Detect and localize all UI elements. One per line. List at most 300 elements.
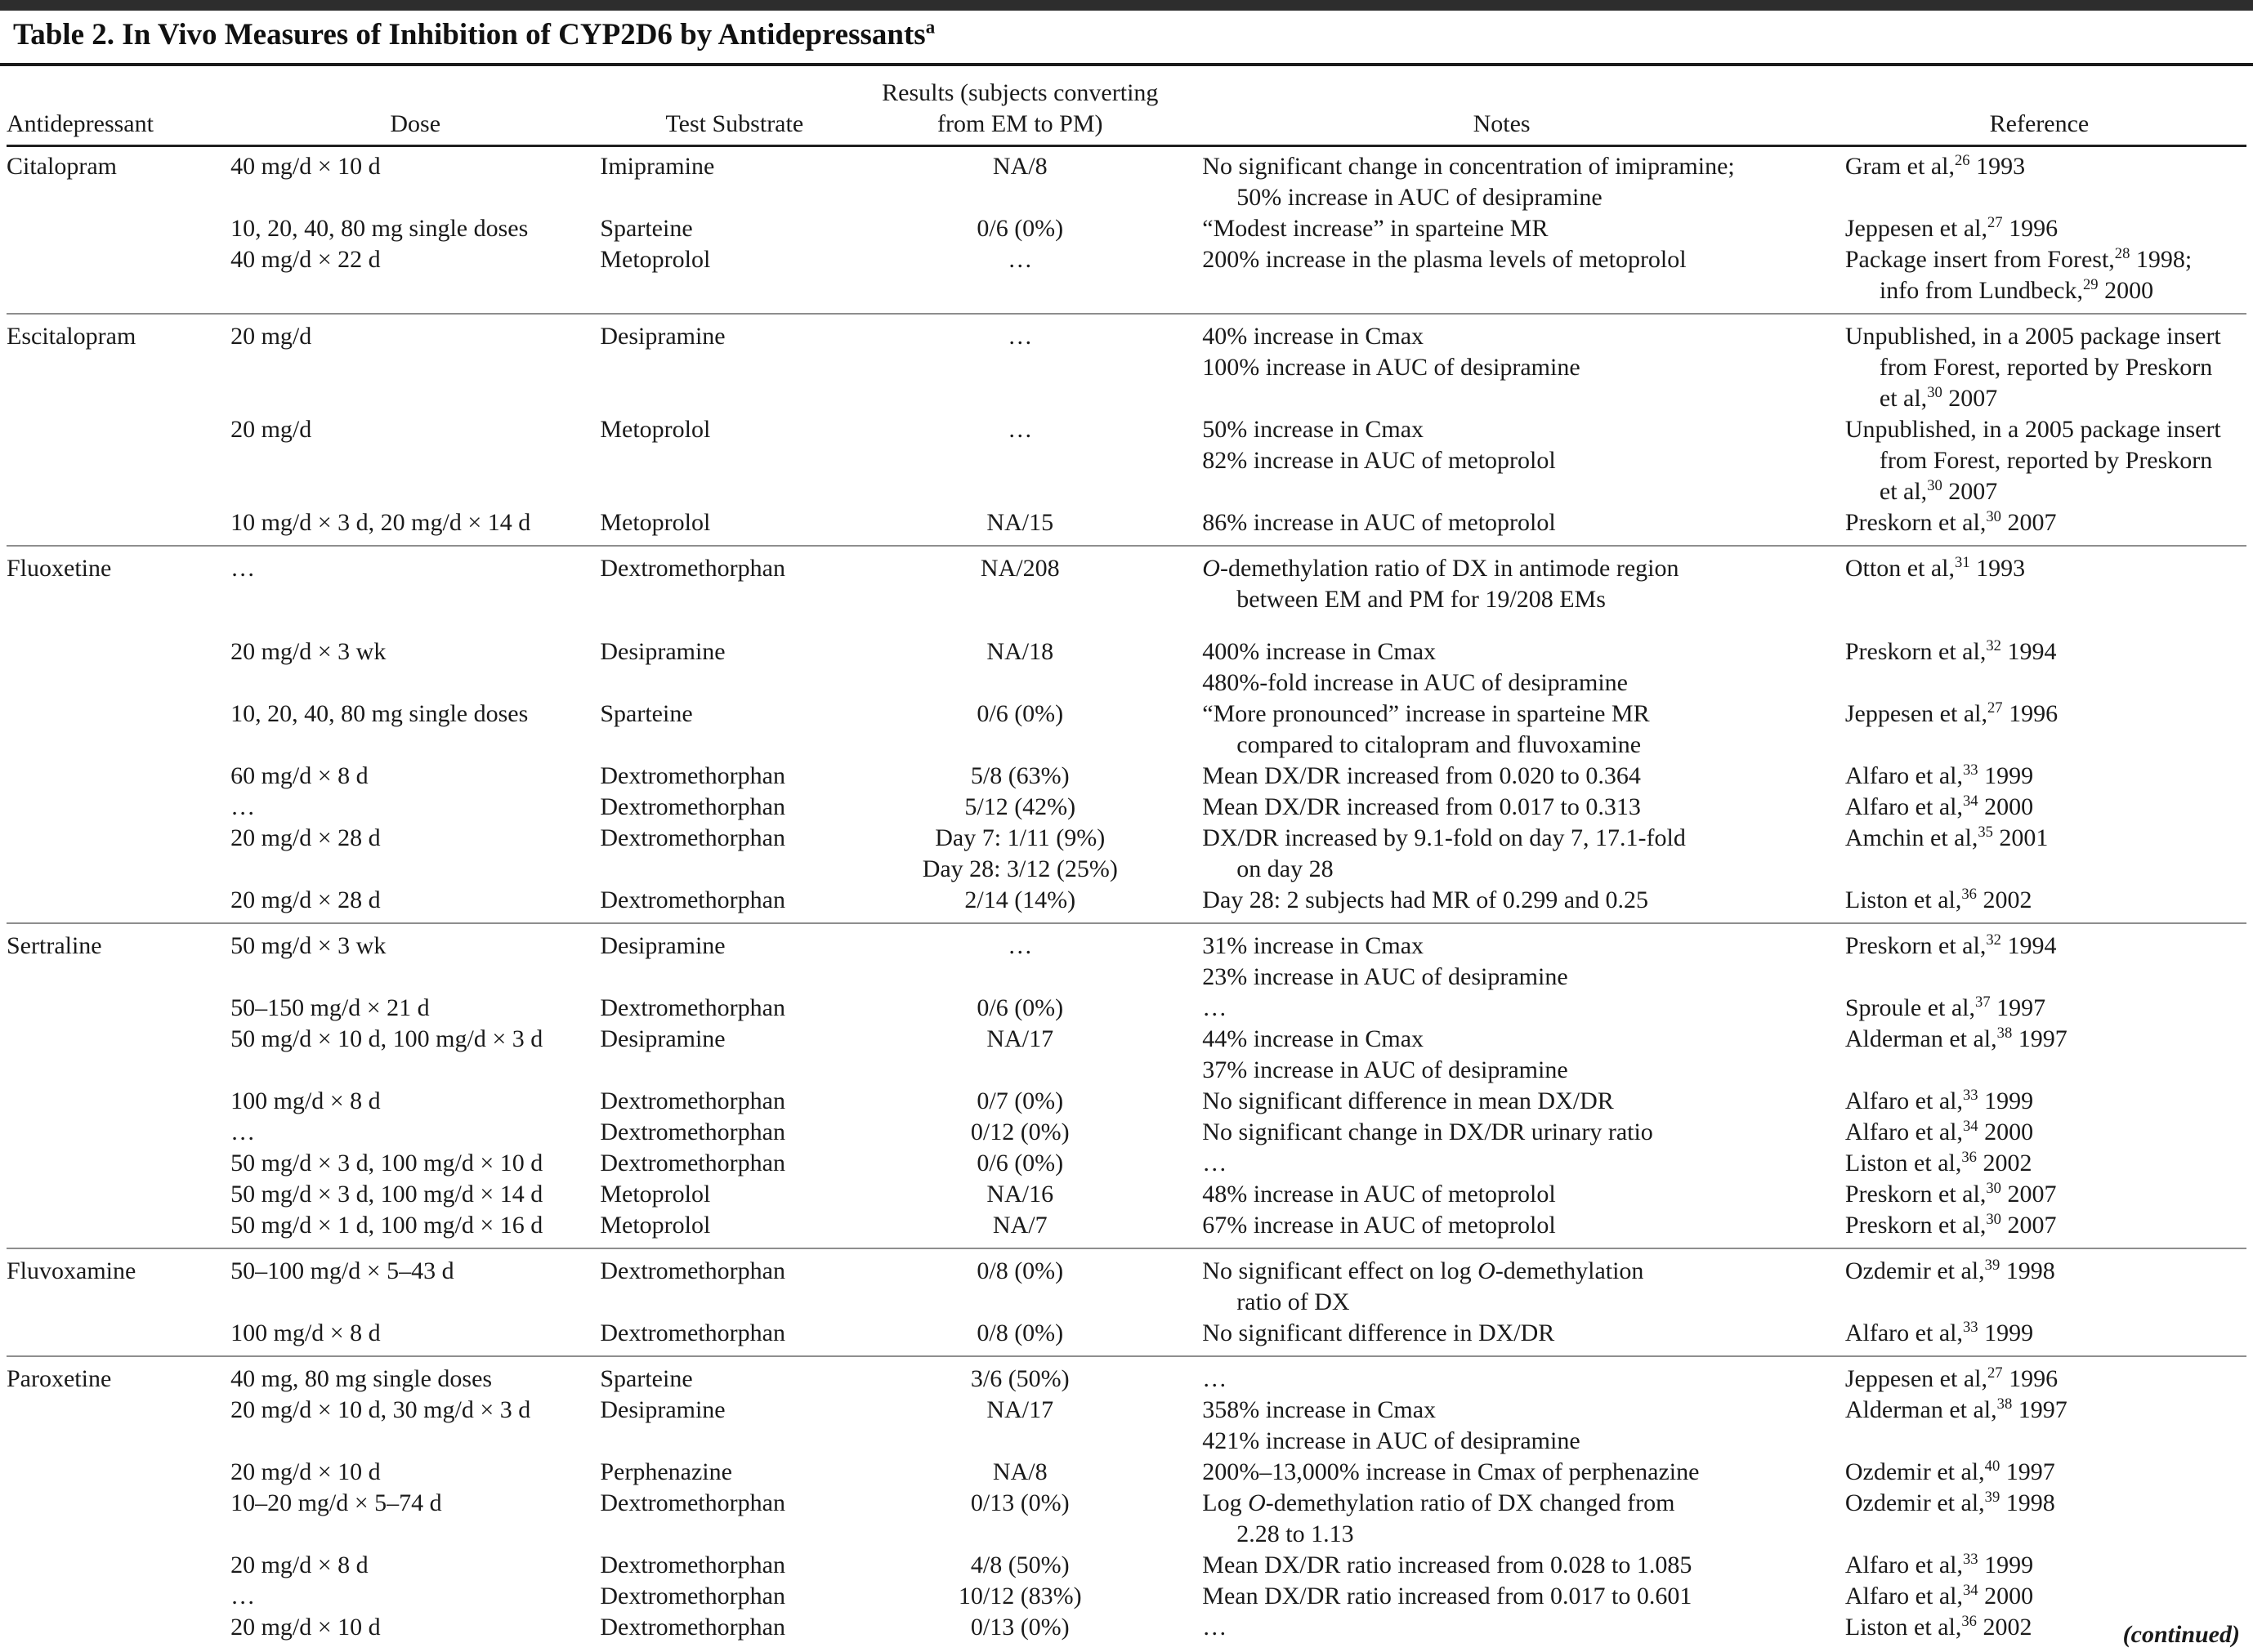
dose-cell	[230, 1395, 600, 1457]
reference-cell	[1832, 1086, 2246, 1117]
note-line: ratio of DX	[1236, 1288, 1350, 1315]
reference-cell	[1832, 1318, 2246, 1356]
reference-cell	[1832, 145, 2246, 213]
dose-value: 20 mg/d × 10 d	[230, 1613, 381, 1641]
substrate-cell	[600, 1550, 869, 1581]
note-line: Mean DX/DR ratio increased from 0.017 to 0.601	[1202, 1582, 1692, 1610]
reference-line: Preskorn et al,$^{30}$ 2007	[1844, 507, 2057, 536]
dose-cell	[230, 1612, 600, 1650]
substrate-value: Dextromethorphan	[600, 1087, 785, 1114]
substrate-cell	[600, 414, 869, 507]
substrate-value: Dextromethorphan	[600, 824, 785, 851]
notes-cell	[1171, 1148, 1832, 1179]
reference-cell	[1832, 923, 2246, 993]
reference-cell	[1832, 414, 2246, 507]
note-line: “More pronounced” increase in sparteine MR	[1202, 699, 1650, 727]
notes-cell	[1171, 145, 1832, 213]
results-cell	[869, 1210, 1171, 1248]
substrate-cell	[600, 1148, 869, 1179]
table-row	[7, 761, 2246, 792]
drug-cell	[7, 1550, 230, 1581]
drug-cell	[7, 885, 230, 923]
result-line: 4/8 (50%)	[970, 1551, 1070, 1578]
result-line: 5/8 (63%)	[970, 761, 1070, 789]
notes-cell	[1171, 1248, 1832, 1318]
table-row	[7, 244, 2246, 314]
note-line: 37% increase in AUC of desipramine	[1202, 1056, 1568, 1083]
table-title: Table 2. In Vivo Measures of Inhibition of CYP2D6 by Antidepressants$^a$	[13, 16, 936, 51]
substrate-cell	[600, 1612, 869, 1650]
result-line: 0/6 (0%)	[977, 214, 1064, 242]
table-row	[7, 1148, 2246, 1179]
reference-line: Alfaro et al,$^{34}$ 2000	[1844, 1581, 2034, 1610]
note-line: 400% increase in Cmax	[1202, 637, 1437, 665]
dose-value: 50 mg/d × 1 d, 100 mg/d × 16 d	[230, 1211, 543, 1239]
dose-value: 100 mg/d × 8 d	[230, 1319, 381, 1346]
note-line: 421% increase in AUC of desipramine	[1202, 1427, 1580, 1454]
notes-cell	[1171, 885, 1832, 923]
substrate-cell	[600, 1024, 869, 1086]
note-line: Day 28: 2 subjects had MR of 0.299 and 0.25	[1202, 886, 1649, 913]
note-line: …	[1202, 993, 1227, 1021]
substrate-cell	[600, 213, 869, 244]
substrate-value: Dextromethorphan	[600, 1489, 785, 1516]
substrate-cell	[600, 699, 869, 761]
table-row	[7, 1488, 2246, 1550]
note-line: between EM and PM for 19/208 EMs	[1236, 585, 1606, 613]
results-cell	[869, 823, 1171, 885]
results-cell	[869, 546, 1171, 615]
note-line: …	[1202, 1364, 1227, 1392]
dose-cell	[230, 1117, 600, 1148]
result-line: …	[1008, 245, 1033, 273]
dose-value: 10 mg/d × 3 d, 20 mg/d × 14 d	[230, 508, 531, 536]
result-line: NA/208	[980, 554, 1060, 582]
drug-cell	[7, 1356, 230, 1395]
table-row	[7, 792, 2246, 823]
result-line: 0/8 (0%)	[977, 1319, 1064, 1346]
note-line: Mean DX/DR ratio increased from 0.028 to 1.085	[1202, 1551, 1692, 1578]
substrate-cell	[600, 792, 869, 823]
substrate-value: Perphenazine	[600, 1458, 732, 1485]
note-line: 40% increase in Cmax	[1202, 322, 1424, 350]
reference-cell	[1832, 615, 2246, 699]
substrate-cell	[600, 823, 869, 885]
result-line: NA/8	[992, 152, 1048, 180]
substrate-cell	[600, 923, 869, 993]
drug-cell	[7, 1179, 230, 1210]
substrate-cell	[600, 993, 869, 1024]
reference-line: Alderman et al,$^{38}$ 1997	[1844, 1024, 2067, 1052]
drug-cell	[7, 145, 230, 213]
reference-line: Jeppesen et al,$^{27}$ 1996	[1844, 699, 2059, 727]
notes-cell	[1171, 792, 1832, 823]
note-line: 200% increase in the plasma levels of metoprolol	[1202, 245, 1687, 273]
drug-name: Fluvoxamine	[7, 1257, 136, 1284]
reference-line: from Forest, reported by Preskorn	[1879, 353, 2213, 381]
table-row	[7, 993, 2246, 1024]
note-line: Log O-demethylation ratio of DX changed from	[1202, 1489, 1675, 1516]
substrate-cell	[600, 1179, 869, 1210]
results-cell	[869, 314, 1171, 414]
result-line: 0/7 (0%)	[977, 1087, 1064, 1114]
dose-value: …	[230, 1582, 256, 1610]
result-line: 3/6 (50%)	[970, 1364, 1070, 1392]
drug-cell	[7, 1210, 230, 1248]
reference-line: Ozdemir et al,$^{39}$ 1998	[1844, 1256, 2055, 1284]
notes-cell	[1171, 1179, 1832, 1210]
dose-value: 50–100 mg/d × 5–43 d	[230, 1257, 454, 1284]
dose-value: 40 mg/d × 22 d	[230, 245, 381, 273]
reference-line: Amchin et al,$^{35}$ 2001	[1844, 823, 2049, 851]
results-cell	[869, 1356, 1171, 1395]
header-notes: Notes	[1171, 66, 1832, 146]
results-cell	[869, 414, 1171, 507]
drug-cell	[7, 1117, 230, 1148]
note-line: 100% increase in AUC of desipramine	[1202, 353, 1580, 381]
drug-name: Paroxetine	[7, 1364, 112, 1392]
reference-line: Unpublished, in a 2005 package insert	[1844, 415, 2221, 443]
result-line: 0/12 (0%)	[970, 1118, 1070, 1145]
dose-value: 20 mg/d × 10 d	[230, 1458, 381, 1485]
substrate-cell	[600, 885, 869, 923]
result-line: Day 28: 3/12 (25%)	[922, 855, 1118, 882]
substrate-value: Dextromethorphan	[600, 554, 785, 582]
dose-value: …	[230, 793, 256, 820]
header-results-line2: from EM to PM)	[937, 109, 1103, 137]
dose-cell	[230, 761, 600, 792]
dose-value: 50 mg/d × 3 wk	[230, 931, 387, 959]
notes-cell	[1171, 1612, 1832, 1650]
note-line: 48% increase in AUC of metoprolol	[1202, 1180, 1556, 1208]
table-row	[7, 507, 2246, 546]
substrate-value: Metoprolol	[600, 1180, 711, 1208]
dose-cell	[230, 507, 600, 546]
reference-cell	[1832, 507, 2246, 546]
reference-line: Alfaro et al,$^{33}$ 1999	[1844, 1086, 2034, 1114]
drug-cell	[7, 1612, 230, 1650]
substrate-value: Dextromethorphan	[600, 1319, 785, 1346]
reference-cell	[1832, 1488, 2246, 1550]
table-body	[7, 145, 2246, 1650]
substrate-cell	[600, 1248, 869, 1318]
note-line: No significant change in concentration of imipramine;	[1202, 152, 1735, 180]
results-cell	[869, 1395, 1171, 1457]
result-line: 0/13 (0%)	[970, 1489, 1070, 1516]
reference-line: Alfaro et al,$^{34}$ 2000	[1844, 1117, 2034, 1145]
result-line: 0/8 (0%)	[977, 1257, 1064, 1284]
notes-cell	[1171, 993, 1832, 1024]
result-line: 10/12 (83%)	[958, 1582, 1082, 1610]
drug-cell	[7, 213, 230, 244]
dose-cell	[230, 1024, 600, 1086]
substrate-value: Metoprolol	[600, 245, 711, 273]
substrate-value: Sparteine	[600, 1364, 693, 1392]
reference-line: Preskorn et al,$^{30}$ 2007	[1844, 1179, 2057, 1208]
substrate-value: Sparteine	[600, 214, 693, 242]
reference-line: from Forest, reported by Preskorn	[1879, 446, 2213, 474]
notes-cell	[1171, 823, 1832, 885]
substrate-value: Desipramine	[600, 322, 726, 350]
dose-value: 10, 20, 40, 80 mg single doses	[230, 699, 529, 727]
reference-cell	[1832, 244, 2246, 314]
note-line: 480%-fold increase in AUC of desipramine	[1202, 668, 1628, 696]
reference-cell	[1832, 1024, 2246, 1086]
header-row	[7, 66, 2246, 146]
substrate-cell	[600, 244, 869, 314]
results-cell	[869, 145, 1171, 213]
reference-line: Ozdemir et al,$^{39}$ 1998	[1844, 1488, 2055, 1516]
reference-line: Unpublished, in a 2005 package insert	[1844, 322, 2221, 350]
header-dose: Dose	[230, 66, 600, 146]
result-line: NA/15	[986, 508, 1054, 536]
substrate-cell	[600, 1457, 869, 1488]
substrate-value: Dextromethorphan	[600, 1613, 785, 1641]
table-row	[7, 1248, 2246, 1318]
table-row	[7, 923, 2246, 993]
reference-cell	[1832, 213, 2246, 244]
title-block	[0, 11, 2253, 66]
note-line: 67% increase in AUC of metoprolol	[1202, 1211, 1556, 1239]
result-line: Day 7: 1/11 (9%)	[935, 824, 1106, 851]
results-cell	[869, 885, 1171, 923]
dose-value: 40 mg/d × 10 d	[230, 152, 381, 180]
dose-value: …	[230, 1118, 256, 1145]
drug-cell	[7, 244, 230, 314]
dose-value: 100 mg/d × 8 d	[230, 1087, 381, 1114]
results-cell	[869, 1148, 1171, 1179]
substrate-value: Desipramine	[600, 637, 726, 665]
reference-line: Alderman et al,$^{38}$ 1997	[1844, 1395, 2067, 1423]
reference-line: Alfaro et al,$^{33}$ 1999	[1844, 1550, 2034, 1578]
dose-cell	[230, 1318, 600, 1356]
table-row	[7, 314, 2246, 414]
reference-cell	[1832, 314, 2246, 414]
table-row	[7, 1581, 2246, 1612]
notes-cell	[1171, 1086, 1832, 1117]
results-cell	[869, 213, 1171, 244]
notes-cell	[1171, 1581, 1832, 1612]
notes-cell	[1171, 1117, 1832, 1148]
notes-cell	[1171, 213, 1832, 244]
substrate-value: Dextromethorphan	[600, 761, 785, 789]
reference-cell	[1832, 993, 2246, 1024]
drug-cell	[7, 1086, 230, 1117]
drug-cell	[7, 1318, 230, 1356]
reference-line: Preskorn et al,$^{32}$ 1994	[1844, 636, 2057, 665]
table-row	[7, 1210, 2246, 1248]
dose-value: 20 mg/d × 8 d	[230, 1551, 369, 1578]
table-row	[7, 414, 2246, 507]
dose-value: 40 mg, 80 mg single doses	[230, 1364, 493, 1392]
dose-value: 20 mg/d × 28 d	[230, 886, 381, 913]
drug-cell	[7, 1581, 230, 1612]
drug-cell	[7, 546, 230, 615]
dose-cell	[230, 314, 600, 414]
substrate-cell	[600, 314, 869, 414]
note-line: DX/DR increased by 9.1-fold on day 7, 17.1-fold	[1202, 824, 1686, 851]
drug-cell	[7, 1488, 230, 1550]
results-cell	[869, 1457, 1171, 1488]
reference-cell	[1832, 792, 2246, 823]
drug-cell	[7, 1457, 230, 1488]
reference-line: Ozdemir et al,$^{40}$ 1997	[1844, 1457, 2055, 1485]
dose-cell	[230, 1457, 600, 1488]
table-row	[7, 1179, 2246, 1210]
note-line: No significant difference in DX/DR	[1202, 1319, 1555, 1346]
result-line: 0/6 (0%)	[977, 993, 1064, 1021]
reference-line: Preskorn et al,$^{32}$ 1994	[1844, 931, 2057, 959]
notes-cell	[1171, 414, 1832, 507]
notes-cell	[1171, 699, 1832, 761]
reference-line: et al,$^{30}$ 2007	[1879, 383, 1998, 412]
dose-cell	[230, 1179, 600, 1210]
substrate-value: Dextromethorphan	[600, 1257, 785, 1284]
table-row	[7, 615, 2246, 699]
substrate-value: Desipramine	[600, 1395, 726, 1423]
dose-cell	[230, 1086, 600, 1117]
note-line: 31% increase in Cmax	[1202, 931, 1424, 959]
table-row	[7, 1086, 2246, 1117]
result-line: NA/7	[992, 1211, 1048, 1239]
reference-cell	[1832, 1356, 2246, 1395]
table-row	[7, 823, 2246, 885]
substrate-value: Dextromethorphan	[600, 793, 785, 820]
note-line: 50% increase in AUC of desipramine	[1236, 183, 1603, 211]
substrate-value: Dextromethorphan	[600, 993, 785, 1021]
results-cell	[869, 244, 1171, 314]
top-rule-bar	[0, 0, 2253, 11]
note-line: 44% increase in Cmax	[1202, 1025, 1424, 1052]
results-cell	[869, 761, 1171, 792]
header-reference: Reference	[1832, 66, 2246, 146]
reference-line: Alfaro et al,$^{34}$ 2000	[1844, 792, 2034, 820]
notes-cell	[1171, 1550, 1832, 1581]
reference-cell	[1832, 1210, 2246, 1248]
results-cell	[869, 1550, 1171, 1581]
results-cell	[869, 615, 1171, 699]
note-line: …	[1202, 1613, 1227, 1641]
drug-cell	[7, 414, 230, 507]
continued-label: (continued)	[2122, 1621, 2240, 1648]
notes-cell	[1171, 761, 1832, 792]
table-row	[7, 1024, 2246, 1086]
reference-cell	[1832, 1550, 2246, 1581]
dose-cell	[230, 1148, 600, 1179]
substrate-cell	[600, 1395, 869, 1457]
dose-cell	[230, 823, 600, 885]
reference-line: Liston et al,$^{36}$ 2002	[1844, 885, 2032, 913]
results-cell	[869, 923, 1171, 993]
dose-cell	[230, 1356, 600, 1395]
result-line: …	[1008, 322, 1033, 350]
dose-cell	[230, 546, 600, 615]
note-line: No significant effect on log O-demethylation	[1202, 1257, 1644, 1284]
note-line: Mean DX/DR increased from 0.017 to 0.313	[1202, 793, 1641, 820]
reference-cell	[1832, 1179, 2246, 1210]
result-line: NA/16	[986, 1180, 1054, 1208]
substrate-cell	[600, 507, 869, 546]
substrate-cell	[600, 1086, 869, 1117]
dose-value: 60 mg/d × 8 d	[230, 761, 369, 789]
reference-line: Liston et al,$^{36}$ 2002	[1844, 1148, 2032, 1176]
dose-cell	[230, 923, 600, 993]
substrate-cell	[600, 1318, 869, 1356]
reference-line: info from Lundbeck,$^{29}$ 2000	[1879, 275, 2154, 304]
dose-cell	[230, 1248, 600, 1318]
reference-cell	[1832, 823, 2246, 885]
notes-cell	[1171, 923, 1832, 993]
notes-cell	[1171, 615, 1832, 699]
dose-value: 50 mg/d × 3 d, 100 mg/d × 14 d	[230, 1180, 543, 1208]
note-line: “Modest increase” in sparteine MR	[1202, 214, 1549, 242]
notes-cell	[1171, 1024, 1832, 1086]
reference-line: Jeppesen et al,$^{27}$ 1996	[1844, 213, 2059, 242]
substrate-value: Metoprolol	[600, 508, 711, 536]
note-line: 23% increase in AUC of desipramine	[1202, 962, 1568, 990]
journal-table	[7, 66, 2246, 1650]
notes-cell	[1171, 314, 1832, 414]
notes-cell	[1171, 244, 1832, 314]
dose-cell	[230, 1550, 600, 1581]
drug-cell	[7, 1395, 230, 1457]
reference-cell	[1832, 1457, 2246, 1488]
dose-cell	[230, 792, 600, 823]
header-results	[869, 66, 1171, 146]
table-row	[7, 1117, 2246, 1148]
results-cell	[869, 1612, 1171, 1650]
drug-name: Sertraline	[7, 931, 102, 959]
notes-cell	[1171, 1395, 1832, 1457]
table-row	[7, 1457, 2246, 1488]
substrate-value: Dextromethorphan	[600, 1118, 785, 1145]
drug-cell	[7, 1148, 230, 1179]
note-line: 200%–13,000% increase in Cmax of perphenazine	[1202, 1458, 1700, 1485]
drug-cell	[7, 823, 230, 885]
dose-value: 20 mg/d × 28 d	[230, 824, 381, 851]
reference-line: Preskorn et al,$^{30}$ 2007	[1844, 1210, 2057, 1239]
table-row	[7, 1612, 2246, 1650]
reference-line: Otton et al,$^{31}$ 1993	[1844, 553, 2026, 582]
result-line: …	[1008, 415, 1033, 443]
drug-name: Escitalopram	[7, 322, 136, 350]
substrate-value: Imipramine	[600, 152, 715, 180]
table-row	[7, 699, 2246, 761]
dose-value: 50–150 mg/d × 21 d	[230, 993, 430, 1021]
drug-cell	[7, 923, 230, 993]
result-line: …	[1008, 931, 1033, 959]
dose-cell	[230, 1581, 600, 1612]
results-cell	[869, 993, 1171, 1024]
dose-value: 20 mg/d	[230, 322, 312, 350]
result-line: NA/17	[986, 1025, 1054, 1052]
note-line: 2.28 to 1.13	[1236, 1520, 1354, 1547]
notes-cell	[1171, 1457, 1832, 1488]
dose-value: 20 mg/d × 3 wk	[230, 637, 387, 665]
drug-cell	[7, 1248, 230, 1318]
dose-value: 20 mg/d	[230, 415, 312, 443]
reference-line: et al,$^{30}$ 2007	[1879, 476, 1998, 505]
drug-cell	[7, 761, 230, 792]
substrate-cell	[600, 615, 869, 699]
note-line: on day 28	[1236, 855, 1334, 882]
result-line: NA/8	[992, 1458, 1048, 1485]
reference-cell	[1832, 699, 2246, 761]
results-cell	[869, 1318, 1171, 1356]
note-line: 50% increase in Cmax	[1202, 415, 1424, 443]
result-line: 0/6 (0%)	[977, 699, 1064, 727]
dose-value: 50 mg/d × 10 d, 100 mg/d × 3 d	[230, 1025, 543, 1052]
